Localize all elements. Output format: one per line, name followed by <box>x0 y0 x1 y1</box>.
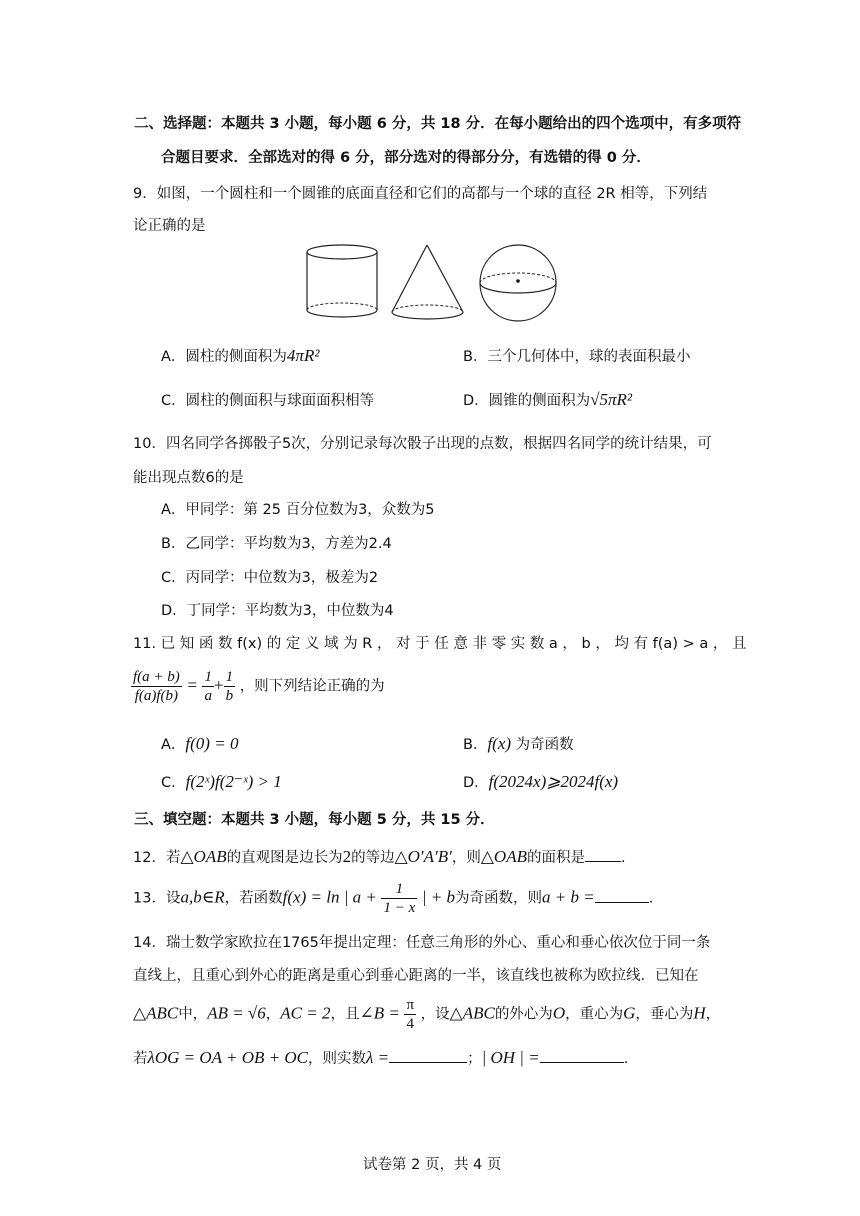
q11-option-c <box>161 771 282 792</box>
q14-semicolon: ； <box>467 1051 482 1067</box>
q14-text-c: ，设 <box>420 1006 450 1023</box>
q11-option-d-label: D． <box>463 775 489 791</box>
q14-four: 4 <box>406 1016 414 1032</box>
page-footer: 试卷第 2 页，共 4 页 <box>363 1157 502 1173</box>
q12-period: . <box>620 850 626 866</box>
q14-text-f: ，垂心为 <box>635 1006 694 1023</box>
q10-option-d: D．丁同学：平均数为3，中位数为4 <box>161 603 394 619</box>
q9-stem-line1: 9．如图，一个圆柱和一个圆锥的底面直径和它们的高都与一个球的直径 2R 相等，下列结 <box>133 186 708 202</box>
q12-answer-blank[interactable] <box>585 861 621 862</box>
sphere-figure <box>477 242 561 326</box>
q11-stem-line1: 11. 已 知 函 数 f(x) 的 定 义 域 为 R ， 对 于 任 意 非 零 实 数 a ， b ， 均 有 f(a) > a ， 且 <box>133 636 747 652</box>
q13-function-lhs: f(x) = ln | a + <box>282 887 377 907</box>
q11-equals: = <box>186 675 198 695</box>
q12-text-4: 的面积是 <box>526 850 585 866</box>
q14-pi: π <box>406 997 415 1013</box>
q9-option-a-math: 4πR² <box>286 346 320 365</box>
q14-side-ac: AC = 2 <box>280 1003 331 1023</box>
q11-option-d-math: f(2024x)⩾2024f(x) <box>488 772 619 791</box>
q14-text-sep: ， <box>265 1006 281 1023</box>
q12-text-2: 的等边 <box>351 850 395 866</box>
q14-text-g: ， <box>705 1006 721 1023</box>
q13-fraction-numerator: 1 <box>381 880 417 899</box>
q11-one-over-a: $\frac{1}{a}$ <box>204 669 212 704</box>
q12-triangle-prime: △O′A′B′ <box>394 847 452 866</box>
q13-stem <box>133 880 653 917</box>
q14-vector-equation: λOG = OA + OB + OC <box>147 1048 308 1067</box>
q14-triangle-abc-2: △ABC <box>449 1003 495 1023</box>
q10-stem-line2: 能出现点数6的是 <box>133 470 244 486</box>
q11-one-over-b: $\frac{1}{b}$ <box>225 669 234 704</box>
q14-point-g: G <box>623 1003 636 1023</box>
q14-oh-answer-blank[interactable] <box>540 1062 624 1063</box>
q14-point-h: H <box>693 1003 706 1023</box>
q9-stem-line2: 论正确的是 <box>133 218 206 234</box>
q11-option-a <box>161 733 238 754</box>
q13-prefix: 13．设 <box>133 890 181 907</box>
q13-period: . <box>648 890 654 907</box>
q12-triangle-oab-2: △OAB <box>480 847 527 866</box>
q9-option-d-text: D．圆锥的侧面积为 <box>463 393 591 409</box>
q10-option-a: A．甲同学：第 25 百分位数为3，众数为5 <box>161 502 435 518</box>
q11-condition: $\frac{f(a + b)}{f(a)f(b)}$ = $\frac{1}{a}$ + $\frac{1}{b}$ ，则下列结论正确的为 <box>133 669 385 704</box>
section2-heading-line1: 二、选择题：本题共 3 小题，每小题 6 分，共 18 分．在每小题给出的四个选项中，有多项符 <box>134 116 742 132</box>
q9-option-d-math: √5πR² <box>590 390 632 409</box>
q13-domain: a,b∈R <box>180 887 225 907</box>
q11-condition-fraction <box>131 668 182 705</box>
q14-stem-line2: 直线上，且重心到外心的距离是重心到垂心距离的一半，该直线也被称为欧拉线．已知在 <box>133 968 699 984</box>
q11-option-b-text: 为奇函数 <box>515 737 574 753</box>
q14-text-e: ，重心为 <box>565 1006 624 1023</box>
q10-stem-line1: 10．四名同学各掷骰子5次，分别记录每次骰子出现的点数，根据四名同学的统计结果，可 <box>133 436 712 452</box>
q14-point-o: O <box>552 1003 566 1023</box>
q14-text-b: ，且 <box>330 1006 360 1023</box>
q9-option-a <box>161 345 319 366</box>
q13-expression: a + b = <box>542 887 595 907</box>
q13-text-2: 为奇函数，则 <box>455 890 543 907</box>
q9-option-b: B．三个几何体中，球的表面积最小 <box>463 349 691 365</box>
q14-text-if: 若 <box>133 1051 148 1067</box>
q12-text-3: ，则 <box>451 850 481 866</box>
q14-stem-line4 <box>133 1047 628 1068</box>
q14-triangle-abc: △ABC <box>133 1003 179 1023</box>
q13-function-rhs: | + b <box>421 887 456 907</box>
section2-heading-line2: 合题目要求．全部选对的得 6 分，部分选对的得部分分，有选错的得 0 分． <box>161 150 651 166</box>
q11-option-c-math: f(2ˣ)f(2⁻ˣ) > 1 <box>185 772 282 791</box>
q11-option-b <box>463 733 574 754</box>
q14-angle-b: ∠B = <box>359 1003 400 1023</box>
q11-fraction-numerator: f(a + b) <box>133 669 180 685</box>
q13-text-1: ，若函数 <box>224 890 283 907</box>
q12-stem <box>133 846 626 867</box>
q14-text-a: 中， <box>178 1006 208 1023</box>
q14-pi-over-four <box>404 996 416 1033</box>
q14-oh-magnitude: | OH | = <box>481 1048 540 1067</box>
q9-option-a-text: A．圆柱的侧面积为 <box>161 349 287 365</box>
cylinder-figure <box>302 242 384 324</box>
q14-stem-line1: 14．瑞士数学家欧拉在1765年提出定理：任意三角形的外心、重心和垂心依次位于同一条 <box>133 935 711 951</box>
q12-triangle-oab: △OAB <box>180 847 227 866</box>
q11-option-c-label: C． <box>161 775 186 791</box>
q11-option-b-math: f(x) <box>487 734 512 753</box>
q13-fraction-denominator: 1 − x <box>383 900 416 916</box>
q12-side-length: 2 <box>342 847 352 866</box>
q11-option-a-math: f(0) = 0 <box>185 734 239 753</box>
q14-stem-line3 <box>133 996 720 1033</box>
cone-figure <box>388 242 468 326</box>
q13-answer-blank[interactable] <box>595 902 649 903</box>
section3-heading: 三、填空题：本题共 3 小题，每小题 5 分，共 15 分． <box>134 812 495 828</box>
q11-condition-tail: ，则下列结论正确的为 <box>239 678 385 695</box>
q11-fraction-denominator: f(a)f(b) <box>134 688 179 704</box>
q13-fraction <box>381 880 417 917</box>
q14-side-ab: AB = √6 <box>207 1003 266 1023</box>
q12-prefix: 12．若 <box>133 850 181 866</box>
q10-option-c: C．丙同学：中位数为3，极差为2 <box>161 570 379 586</box>
q10-option-b: B．乙同学：平均数为3，方差为2.4 <box>161 536 392 552</box>
q11-option-d <box>463 771 618 792</box>
q12-text-1: 的直观图是边长为 <box>226 850 343 866</box>
q9-option-c: C．圆柱的侧面积与球面面积相等 <box>161 393 375 409</box>
q11-option-a-label: A． <box>161 737 186 753</box>
q11-option-b-label: B． <box>463 737 488 753</box>
q14-text-real: ，则实数 <box>307 1051 366 1067</box>
q14-text-d: 的外心为 <box>494 1006 553 1023</box>
q9-option-d <box>463 389 632 410</box>
q14-lambda-answer-blank[interactable] <box>389 1062 467 1063</box>
q14-period: . <box>623 1051 629 1067</box>
q14-lambda: λ = <box>365 1048 390 1067</box>
